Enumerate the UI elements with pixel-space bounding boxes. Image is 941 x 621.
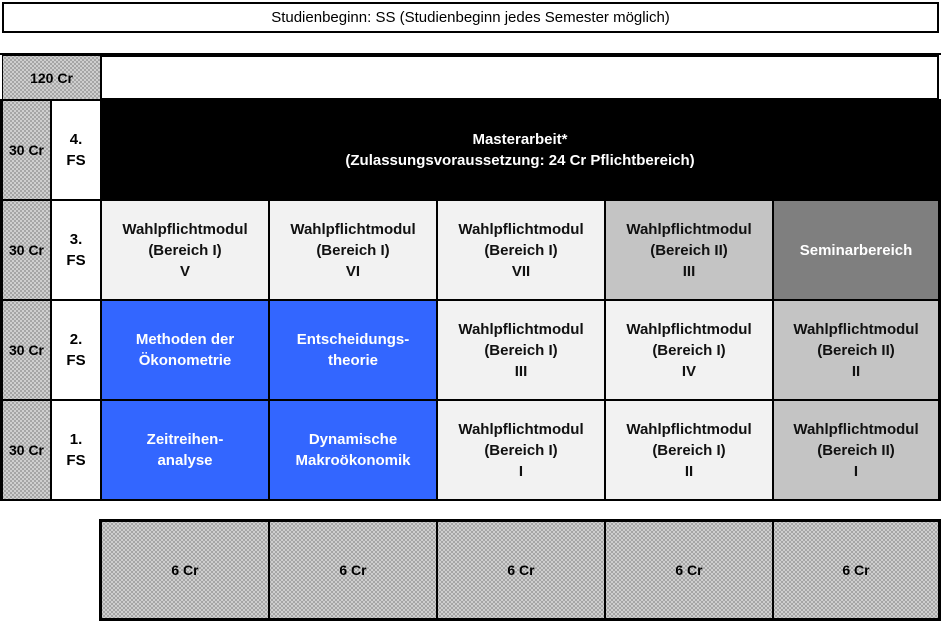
credits-label: 30 Cr: [8, 142, 45, 158]
module-label: Methoden der Ökonometrie: [135, 331, 235, 369]
masterarbeit-requirement: (Zulassungsvoraussetzung: 24 Cr Pflichtbereich): [345, 152, 695, 169]
column-5-credits: [773, 521, 939, 619]
semester-2-label: 2. FS: [51, 300, 101, 400]
semester-2-module-3: [437, 300, 605, 400]
semester-1-module-4: [605, 400, 773, 500]
column-4-credits: [605, 521, 773, 619]
semester-3-module-1: [101, 200, 269, 300]
module-label: Wahlpflichtmodul (Bereich II) III: [626, 220, 752, 280]
credits-label: 30 Cr: [8, 242, 45, 258]
module-label: Wahlpflichtmodul (Bereich I) VII: [458, 220, 584, 280]
semester-1-module-5: [773, 400, 939, 500]
study-start-header: [2, 2, 939, 33]
credits-label: 6 Cr: [339, 562, 367, 578]
module-label: Wahlpflichtmodul (Bereich I) VI: [290, 220, 416, 280]
semester-3-module-2: [269, 200, 437, 300]
module-label: Wahlpflichtmodul (Bereich II) II: [793, 320, 919, 380]
module-label: Dynamische Makroökonomik: [295, 431, 411, 469]
credits-label: 6 Cr: [842, 562, 870, 578]
module-label: Wahlpflichtmodul (Bereich I) II: [626, 420, 752, 480]
semester-2-module-1: [101, 300, 269, 400]
total-credits: [2, 55, 101, 100]
masterarbeit-title: Masterarbeit*: [472, 131, 568, 148]
module-label: Zeitreihen- analyse: [146, 431, 224, 469]
credits-label: 30 Cr: [8, 442, 45, 458]
module-label: Wahlpflichtmodul (Bereich II) I: [793, 420, 919, 480]
total-credits-label: 120 Cr: [30, 69, 73, 86]
semester-1-module-2: [269, 400, 437, 500]
module-label: Entscheidungs- theorie: [296, 331, 410, 369]
module-label: Wahlpflichtmodul (Bereich I) V: [122, 220, 248, 280]
module-label: Seminarbereich: [799, 241, 913, 259]
semester-3-module-3: [437, 200, 605, 300]
credits-label: 6 Cr: [675, 562, 703, 578]
semester-3-label: 3. FS: [51, 200, 101, 300]
module-label: Wahlpflichtmodul (Bereich I) I: [458, 420, 584, 480]
semester-1-module-3: [437, 400, 605, 500]
semester-2-module-5: [773, 300, 939, 400]
semester-1-credits: [2, 400, 51, 500]
module-label: Wahlpflichtmodul (Bereich I) III: [458, 320, 584, 380]
semester-3-module-4: [605, 200, 773, 300]
semester-1-label: 1. FS: [51, 400, 101, 500]
column-3-credits: [437, 521, 605, 619]
semester-2-credits: [2, 300, 51, 400]
column-1-credits: [101, 521, 269, 619]
semester-3-credits: [2, 200, 51, 300]
empty-top-cell: [101, 55, 939, 100]
credits-label: 30 Cr: [8, 342, 45, 358]
credits-label: 6 Cr: [171, 562, 199, 578]
semester-4-label: 4. FS: [51, 100, 101, 200]
semester-3-module-5: [773, 200, 939, 300]
credits-label: 6 Cr: [507, 562, 535, 578]
masterarbeit-cell: [101, 100, 939, 200]
semester-2-module-4: [605, 300, 773, 400]
study-start-text: Studienbeginn: SS (Studienbeginn jedes Semester möglich): [271, 9, 670, 26]
semester-2-module-2: [269, 300, 437, 400]
module-label: Wahlpflichtmodul (Bereich I) IV: [626, 320, 752, 380]
column-2-credits: [269, 521, 437, 619]
semester-4-credits: [2, 100, 51, 200]
semester-1-module-1: [101, 400, 269, 500]
